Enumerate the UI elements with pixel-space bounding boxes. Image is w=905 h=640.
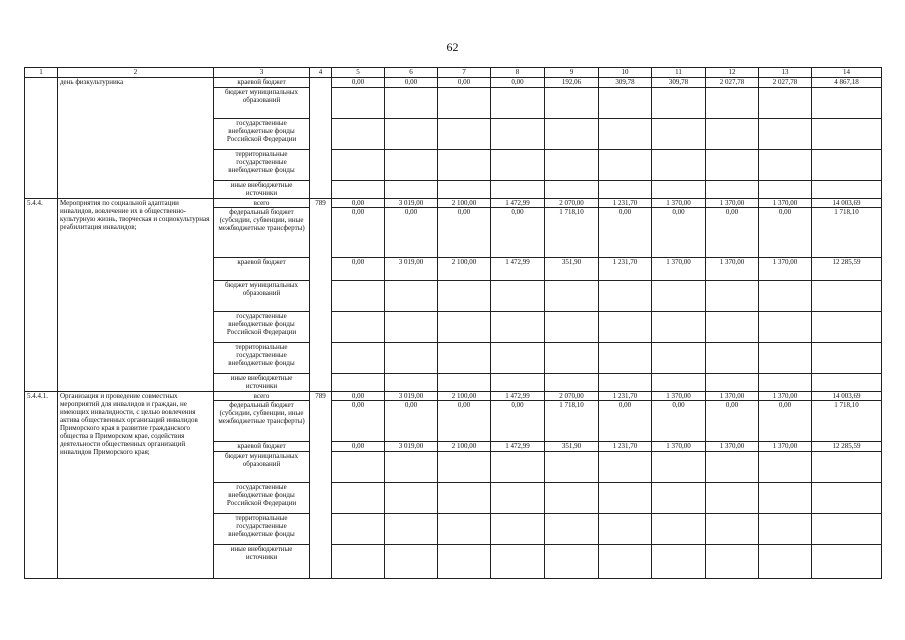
amount-cell <box>491 545 545 579</box>
amount-cell <box>385 119 438 150</box>
amount-cell <box>706 281 759 312</box>
amount-cell <box>599 181 652 199</box>
header-cell: 2 <box>58 68 214 78</box>
amount-cell: 0,00 <box>759 208 812 258</box>
amount-cell <box>599 514 652 545</box>
amount-cell: 309,78 <box>652 78 706 88</box>
amount-cell <box>545 343 599 374</box>
amount-cell <box>599 483 652 514</box>
amount-cell: 1 231,70 <box>599 258 652 281</box>
amount-cell <box>491 150 545 181</box>
amount-cell <box>652 374 706 392</box>
amount-cell <box>652 150 706 181</box>
amount-cell: 0,00 <box>332 78 385 88</box>
amount-cell: 0,00 <box>759 401 812 442</box>
funding-source: бюджет муниципальных образований <box>214 281 310 312</box>
amount-cell <box>332 343 385 374</box>
amount-cell <box>438 483 491 514</box>
amount-cell: 0,00 <box>332 392 385 401</box>
amount-cell <box>812 545 882 579</box>
page-number: 62 <box>446 40 459 54</box>
amount-cell: 1 231,70 <box>599 392 652 401</box>
amount-cell: 1 370,00 <box>652 258 706 281</box>
funding-source: всего <box>214 199 310 208</box>
amount-cell <box>759 150 812 181</box>
amount-cell <box>706 452 759 483</box>
amount-cell: 351,90 <box>545 442 599 452</box>
amount-cell <box>652 514 706 545</box>
amount-cell <box>545 312 599 343</box>
amount-cell: 1 370,00 <box>706 392 759 401</box>
amount-cell: 1 718,10 <box>545 208 599 258</box>
amount-cell <box>491 374 545 392</box>
amount-cell <box>812 514 882 545</box>
amount-cell <box>438 181 491 199</box>
header-cell: 3 <box>214 68 310 78</box>
amount-cell: 0,00 <box>491 208 545 258</box>
amount-cell <box>706 150 759 181</box>
amount-cell <box>438 312 491 343</box>
amount-cell: 1 472,99 <box>491 258 545 281</box>
amount-cell: 0,00 <box>438 78 491 88</box>
amount-cell: 0,00 <box>652 401 706 442</box>
amount-cell <box>759 119 812 150</box>
amount-cell <box>652 88 706 119</box>
amount-cell: 1 370,00 <box>759 258 812 281</box>
header-cell: 1 <box>25 68 58 78</box>
funding-source: бюджет муниципальных образований <box>214 88 310 119</box>
amount-cell: 4 867,18 <box>812 78 882 88</box>
amount-cell <box>812 150 882 181</box>
amount-cell: 0,00 <box>385 78 438 88</box>
amount-cell: 2 070,00 <box>545 392 599 401</box>
amount-cell <box>438 545 491 579</box>
amount-cell: 2 100,00 <box>438 442 491 452</box>
funding-source: федеральный бюджет (субсидии, субвенции, иные межбюджетные трансферты) <box>214 208 310 258</box>
amount-cell: 3 019,00 <box>385 392 438 401</box>
amount-cell <box>438 374 491 392</box>
header-cell: 13 <box>759 68 812 78</box>
funding-source: федеральный бюджет (субсидии, субвенции, иные межбюджетные трансферты) <box>214 401 310 442</box>
amount-cell: 1 370,00 <box>652 199 706 208</box>
header-cell: 4 <box>310 68 332 78</box>
amount-cell <box>385 483 438 514</box>
amount-cell: 0,00 <box>385 208 438 258</box>
header-cell: 12 <box>706 68 759 78</box>
amount-cell <box>652 483 706 514</box>
amount-cell <box>385 88 438 119</box>
amount-cell <box>332 281 385 312</box>
row-code: 5.4.4. <box>25 199 58 392</box>
header-cell: 7 <box>438 68 491 78</box>
amount-cell <box>385 514 438 545</box>
amount-cell <box>706 343 759 374</box>
header-row <box>25 68 882 78</box>
amount-cell <box>332 374 385 392</box>
amount-cell <box>385 343 438 374</box>
amount-cell <box>491 181 545 199</box>
amount-cell <box>332 483 385 514</box>
header-cell: 5 <box>332 68 385 78</box>
amount-cell: 14 003,69 <box>812 392 882 401</box>
amount-cell: 0,00 <box>706 401 759 442</box>
amount-cell <box>332 452 385 483</box>
amount-cell <box>438 88 491 119</box>
amount-cell <box>812 343 882 374</box>
amount-cell: 1 370,00 <box>706 442 759 452</box>
funding-source: краевой бюджет <box>214 78 310 88</box>
amount-cell <box>599 545 652 579</box>
amount-cell <box>545 483 599 514</box>
funding-source: краевой бюджет <box>214 442 310 452</box>
amount-cell <box>812 119 882 150</box>
amount-cell <box>706 88 759 119</box>
table-row <box>25 78 882 88</box>
amount-cell: 0,00 <box>491 78 545 88</box>
responsible-code: 789 <box>310 199 332 392</box>
amount-cell <box>599 312 652 343</box>
amount-cell: 309,78 <box>599 78 652 88</box>
amount-cell <box>706 374 759 392</box>
amount-cell <box>652 452 706 483</box>
amount-cell <box>545 374 599 392</box>
amount-cell: 1 370,00 <box>759 199 812 208</box>
amount-cell <box>438 281 491 312</box>
funding-source: иные внебюджетные источники <box>214 181 310 199</box>
amount-cell <box>545 452 599 483</box>
amount-cell <box>491 343 545 374</box>
amount-cell: 1 231,70 <box>599 442 652 452</box>
amount-cell: 1 472,99 <box>491 442 545 452</box>
amount-cell <box>491 483 545 514</box>
activity-name: Организация и проведение совместных мероприятий для инвалидов и граждан, не имеющих инвалидности, с целью вовлечения актива общественных организаций инвалидов Приморского края в развитие гражданского общества в Приморском крае, содействия деятельности общественных организаций инвалидов Приморского края; <box>58 392 214 579</box>
row-code: 5.4.4.1. <box>25 392 58 579</box>
activity-name: день физкультурника <box>58 78 214 199</box>
amount-cell: 1 718,10 <box>812 401 882 442</box>
amount-cell <box>385 452 438 483</box>
amount-cell: 0,00 <box>332 199 385 208</box>
amount-cell <box>759 545 812 579</box>
amount-cell: 1 370,00 <box>759 442 812 452</box>
amount-cell <box>385 374 438 392</box>
amount-cell <box>599 343 652 374</box>
activity-name: Мероприятия по социальной адаптации инвалидов, вовлечение их в общественно-культурную жизнь, творческая и социокультурная реабилитация инвалидов; <box>58 199 214 392</box>
amount-cell <box>545 514 599 545</box>
amount-cell <box>812 88 882 119</box>
amount-cell: 12 285,59 <box>812 442 882 452</box>
amount-cell <box>332 181 385 199</box>
amount-cell: 0,00 <box>385 401 438 442</box>
amount-cell: 1 472,99 <box>491 199 545 208</box>
amount-cell: 192,06 <box>545 78 599 88</box>
amount-cell <box>812 181 882 199</box>
amount-cell: 0,00 <box>652 208 706 258</box>
amount-cell <box>812 452 882 483</box>
amount-cell <box>491 514 545 545</box>
amount-cell <box>491 88 545 119</box>
amount-cell <box>706 181 759 199</box>
amount-cell <box>385 150 438 181</box>
amount-cell: 1 370,00 <box>652 442 706 452</box>
header-cell: 9 <box>545 68 599 78</box>
responsible-code <box>310 78 332 199</box>
amount-cell <box>599 452 652 483</box>
amount-cell <box>706 119 759 150</box>
amount-cell <box>545 150 599 181</box>
amount-cell: 12 285,59 <box>812 258 882 281</box>
header-cell: 11 <box>652 68 706 78</box>
amount-cell <box>652 119 706 150</box>
amount-cell <box>332 119 385 150</box>
amount-cell <box>706 545 759 579</box>
budget-table <box>24 67 882 579</box>
amount-cell: 3 019,00 <box>385 258 438 281</box>
amount-cell <box>652 545 706 579</box>
amount-cell: 0,00 <box>599 208 652 258</box>
amount-cell <box>652 181 706 199</box>
amount-cell <box>599 88 652 119</box>
amount-cell <box>438 343 491 374</box>
amount-cell: 0,00 <box>332 258 385 281</box>
header-cell: 8 <box>491 68 545 78</box>
amount-cell <box>332 150 385 181</box>
funding-source: бюджет муниципальных образований <box>214 452 310 483</box>
funding-source: всего <box>214 392 310 401</box>
amount-cell <box>332 312 385 343</box>
amount-cell <box>332 514 385 545</box>
amount-cell: 1 370,00 <box>759 392 812 401</box>
amount-cell <box>759 514 812 545</box>
amount-cell <box>438 119 491 150</box>
amount-cell: 1 718,10 <box>545 401 599 442</box>
amount-cell <box>759 343 812 374</box>
amount-cell <box>759 374 812 392</box>
amount-cell: 0,00 <box>599 401 652 442</box>
funding-source: краевой бюджет <box>214 258 310 281</box>
amount-cell <box>491 452 545 483</box>
funding-source: иные внебюджетные источники <box>214 374 310 392</box>
amount-cell <box>759 312 812 343</box>
amount-cell: 1 370,00 <box>706 199 759 208</box>
amount-cell <box>812 374 882 392</box>
amount-cell <box>652 343 706 374</box>
amount-cell <box>545 181 599 199</box>
amount-cell <box>385 181 438 199</box>
amount-cell: 1 370,00 <box>652 392 706 401</box>
amount-cell <box>545 119 599 150</box>
amount-cell <box>812 312 882 343</box>
table-row <box>25 392 882 401</box>
amount-cell: 2 100,00 <box>438 392 491 401</box>
amount-cell <box>385 281 438 312</box>
amount-cell <box>438 150 491 181</box>
amount-cell: 351,90 <box>545 258 599 281</box>
funding-source: иные внебюджетные источники <box>214 545 310 579</box>
amount-cell: 0,00 <box>438 208 491 258</box>
header-cell: 6 <box>385 68 438 78</box>
amount-cell <box>545 281 599 312</box>
amount-cell <box>759 452 812 483</box>
table-row <box>25 199 882 208</box>
amount-cell <box>706 514 759 545</box>
amount-cell <box>652 312 706 343</box>
amount-cell: 2 100,00 <box>438 258 491 281</box>
amount-cell: 2 070,00 <box>545 199 599 208</box>
amount-cell: 1 370,00 <box>706 258 759 281</box>
amount-cell: 0,00 <box>438 401 491 442</box>
amount-cell <box>385 312 438 343</box>
row-code <box>25 78 58 199</box>
funding-source: территориальные государственные внебюджетные фонды <box>214 150 310 181</box>
responsible-code: 789 <box>310 392 332 579</box>
amount-cell: 0,00 <box>491 401 545 442</box>
funding-source: государственные внебюджетные фонды Российской Федерации <box>214 483 310 514</box>
amount-cell: 0,00 <box>332 442 385 452</box>
funding-source: территориальные государственные внебюджетные фонды <box>214 343 310 374</box>
amount-cell <box>332 88 385 119</box>
amount-cell <box>385 545 438 579</box>
header-cell: 14 <box>812 68 882 78</box>
amount-cell <box>599 374 652 392</box>
amount-cell: 3 019,00 <box>385 199 438 208</box>
amount-cell <box>599 281 652 312</box>
funding-source: государственные внебюджетные фонды Российской Федерации <box>214 119 310 150</box>
amount-cell <box>438 514 491 545</box>
amount-cell <box>706 312 759 343</box>
amount-cell <box>812 483 882 514</box>
amount-cell <box>759 483 812 514</box>
amount-cell <box>491 312 545 343</box>
amount-cell <box>332 545 385 579</box>
amount-cell <box>706 483 759 514</box>
amount-cell: 14 003,69 <box>812 199 882 208</box>
funding-source: территориальные государственные внебюджетные фонды <box>214 514 310 545</box>
amount-cell: 2 100,00 <box>438 199 491 208</box>
amount-cell: 2 027,78 <box>706 78 759 88</box>
amount-cell <box>652 281 706 312</box>
amount-cell <box>759 181 812 199</box>
amount-cell: 1 472,99 <box>491 392 545 401</box>
amount-cell <box>491 119 545 150</box>
amount-cell <box>491 281 545 312</box>
amount-cell: 0,00 <box>706 208 759 258</box>
amount-cell <box>545 545 599 579</box>
amount-cell: 2 027,78 <box>759 78 812 88</box>
amount-cell: 0,00 <box>332 401 385 442</box>
amount-cell <box>599 150 652 181</box>
amount-cell: 3 019,00 <box>385 442 438 452</box>
amount-cell <box>759 281 812 312</box>
amount-cell <box>759 88 812 119</box>
amount-cell <box>438 452 491 483</box>
amount-cell: 0,00 <box>332 208 385 258</box>
funding-source: государственные внебюджетные фонды Российской Федерации <box>214 312 310 343</box>
header-cell: 10 <box>599 68 652 78</box>
amount-cell <box>545 88 599 119</box>
amount-cell: 1 718,10 <box>812 208 882 258</box>
amount-cell <box>812 281 882 312</box>
amount-cell <box>599 119 652 150</box>
amount-cell: 1 231,70 <box>599 199 652 208</box>
